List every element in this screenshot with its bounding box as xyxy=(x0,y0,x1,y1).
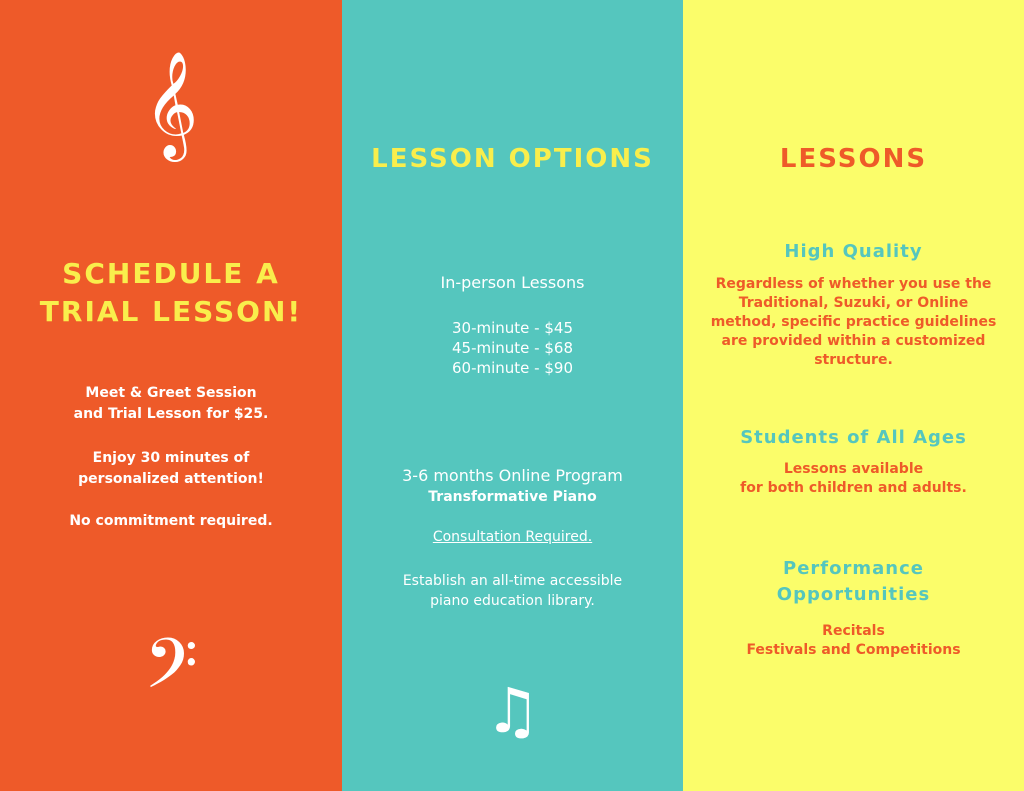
price-45: 45-minute - $68 xyxy=(452,339,573,357)
trial-lesson-title-line-2: TRIAL LESSON! xyxy=(39,295,303,328)
performance-line-1: Recitals xyxy=(822,623,885,639)
enjoy-line-1: Enjoy 30 minutes of xyxy=(92,450,250,466)
library-line-1: Establish an all-time accessible xyxy=(402,573,623,589)
meet-greet-line-2: and Trial Lesson for $25. xyxy=(73,406,269,422)
trial-lesson-panel xyxy=(0,0,342,791)
consultation-link-wrap xyxy=(342,527,683,547)
library-line-2: piano education library. xyxy=(430,593,595,609)
inperson-label: In-person Lessons xyxy=(440,273,585,292)
price-list xyxy=(342,318,683,378)
all-ages-line-2: for both children and adults. xyxy=(740,480,967,496)
high-quality-line-3: method, specific practice guidelines xyxy=(710,314,997,330)
price-60: 60-minute - $90 xyxy=(452,359,573,377)
treble-clef-icon: 𝄞 xyxy=(143,50,199,157)
lessons-title: LESSONS xyxy=(779,144,928,174)
performance-heading-line-1: Performance xyxy=(783,558,924,579)
high-quality-line-4: are provided within a customized xyxy=(721,333,986,349)
library-text xyxy=(342,571,683,611)
lesson-options-title: LESSON OPTIONS xyxy=(371,144,654,174)
all-ages-line-1: Lessons available xyxy=(783,461,924,477)
performance-heading-line-2: Opportunities xyxy=(776,584,931,605)
performance-line-2: Festivals and Competitions xyxy=(746,642,961,658)
consultation-link[interactable]: Consultation Required. xyxy=(432,529,593,545)
program-name: Transformative Piano xyxy=(428,489,597,505)
high-quality-heading: High Quality xyxy=(784,241,923,262)
meet-greet-text xyxy=(0,383,342,425)
high-quality-text xyxy=(683,275,1024,370)
all-ages-heading: Students of All Ages xyxy=(740,427,967,448)
meet-greet-line-1: Meet & Greet Session xyxy=(85,385,257,401)
high-quality-line-2: Traditional, Suzuki, or Online xyxy=(738,295,969,311)
no-commitment-text: No commitment required. xyxy=(69,513,273,529)
enjoy-text xyxy=(0,448,342,490)
online-program: 3-6 months Online Program xyxy=(402,466,623,485)
high-quality-line-1: Regardless of whether you use the xyxy=(715,276,992,292)
performance-heading xyxy=(683,556,1024,608)
lesson-options-panel xyxy=(342,0,683,791)
trial-lesson-title xyxy=(0,255,342,331)
all-ages-text xyxy=(683,460,1024,498)
trial-lesson-title-line-1: SCHEDULE A xyxy=(62,257,280,290)
price-30: 30-minute - $45 xyxy=(452,319,573,337)
bass-clef-icon: 𝄢 xyxy=(143,623,198,721)
music-notes-icon: ♫ xyxy=(484,674,541,747)
performance-text xyxy=(683,622,1024,660)
high-quality-line-5: structure. xyxy=(814,352,893,368)
enjoy-line-2: personalized attention! xyxy=(78,471,264,487)
lessons-panel xyxy=(683,0,1024,791)
